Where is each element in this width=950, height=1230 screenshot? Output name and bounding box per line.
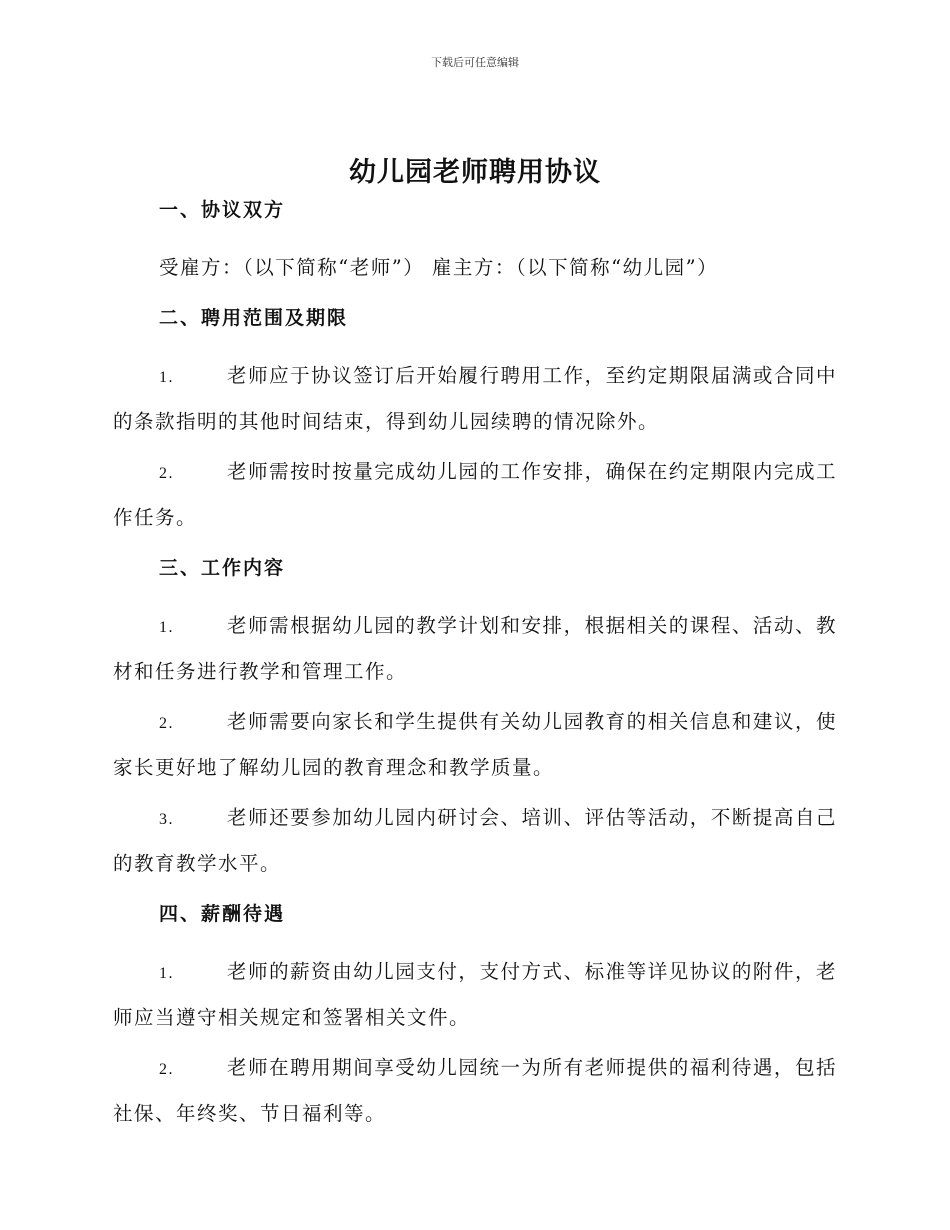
paragraph	[113, 604, 837, 694]
section-heading: 一、协议双方	[159, 199, 286, 221]
paragraph	[113, 1046, 837, 1136]
paragraph	[113, 450, 837, 540]
paragraph-number: 2.	[159, 465, 174, 482]
section-heading: 二、聘用范围及期限	[159, 307, 349, 329]
section-heading: 四、薪酬待遇	[159, 903, 286, 925]
paragraph-number: 1.	[159, 369, 174, 386]
paragraph	[113, 796, 837, 886]
paragraph	[113, 700, 837, 790]
paragraph-text: 老师还要参加幼儿园内研讨会、培训、评估等活动，不断提高自己的教育教学水平。	[113, 806, 837, 875]
section-heading: 三、工作内容	[159, 557, 286, 579]
paragraph-number: 1.	[159, 965, 174, 982]
document-title: 幼儿园老师聘用协议	[349, 157, 601, 188]
paragraph-text: 老师在聘用期间享受幼儿园统一为所有老师提供的福利待遇，包括社保、年终奖、节日福利等。	[113, 1056, 837, 1125]
paragraph-number: 3.	[159, 811, 174, 828]
paragraph-number: 1.	[159, 619, 174, 636]
page-header: 下载后可任意编辑	[431, 56, 519, 69]
paragraph	[113, 354, 837, 444]
paragraph	[113, 950, 837, 1040]
paragraph-text: 老师的薪资由幼儿园支付，支付方式、标准等详见协议的附件，老师应当遵守相关规定和签署相关文件。	[113, 960, 837, 1029]
paragraph-text: 受雇方：（以下简称“老师”） 雇主方：（以下简称“幼儿园”）	[159, 256, 719, 279]
paragraph-text: 老师需根据幼儿园的教学计划和安排，根据相关的课程、活动、教材和任务进行教学和管理工作。	[113, 614, 837, 683]
paragraph-number: 2.	[159, 1061, 174, 1078]
document-body	[113, 196, 837, 1136]
paragraph-text: 老师应于协议签订后开始履行聘用工作，至约定期限届满或合同中的条款指明的其他时间结束，得到幼儿园续聘的情况除外。	[113, 364, 837, 433]
paragraph	[113, 246, 837, 290]
paragraph-number: 2.	[159, 715, 174, 732]
paragraph-text: 老师需按时按量完成幼儿园的工作安排，确保在约定期限内完成工作任务。	[113, 460, 837, 529]
paragraph-text: 老师需要向家长和学生提供有关幼儿园教育的相关信息和建议，使家长更好地了解幼儿园的教育理念和教学质量。	[113, 710, 837, 779]
